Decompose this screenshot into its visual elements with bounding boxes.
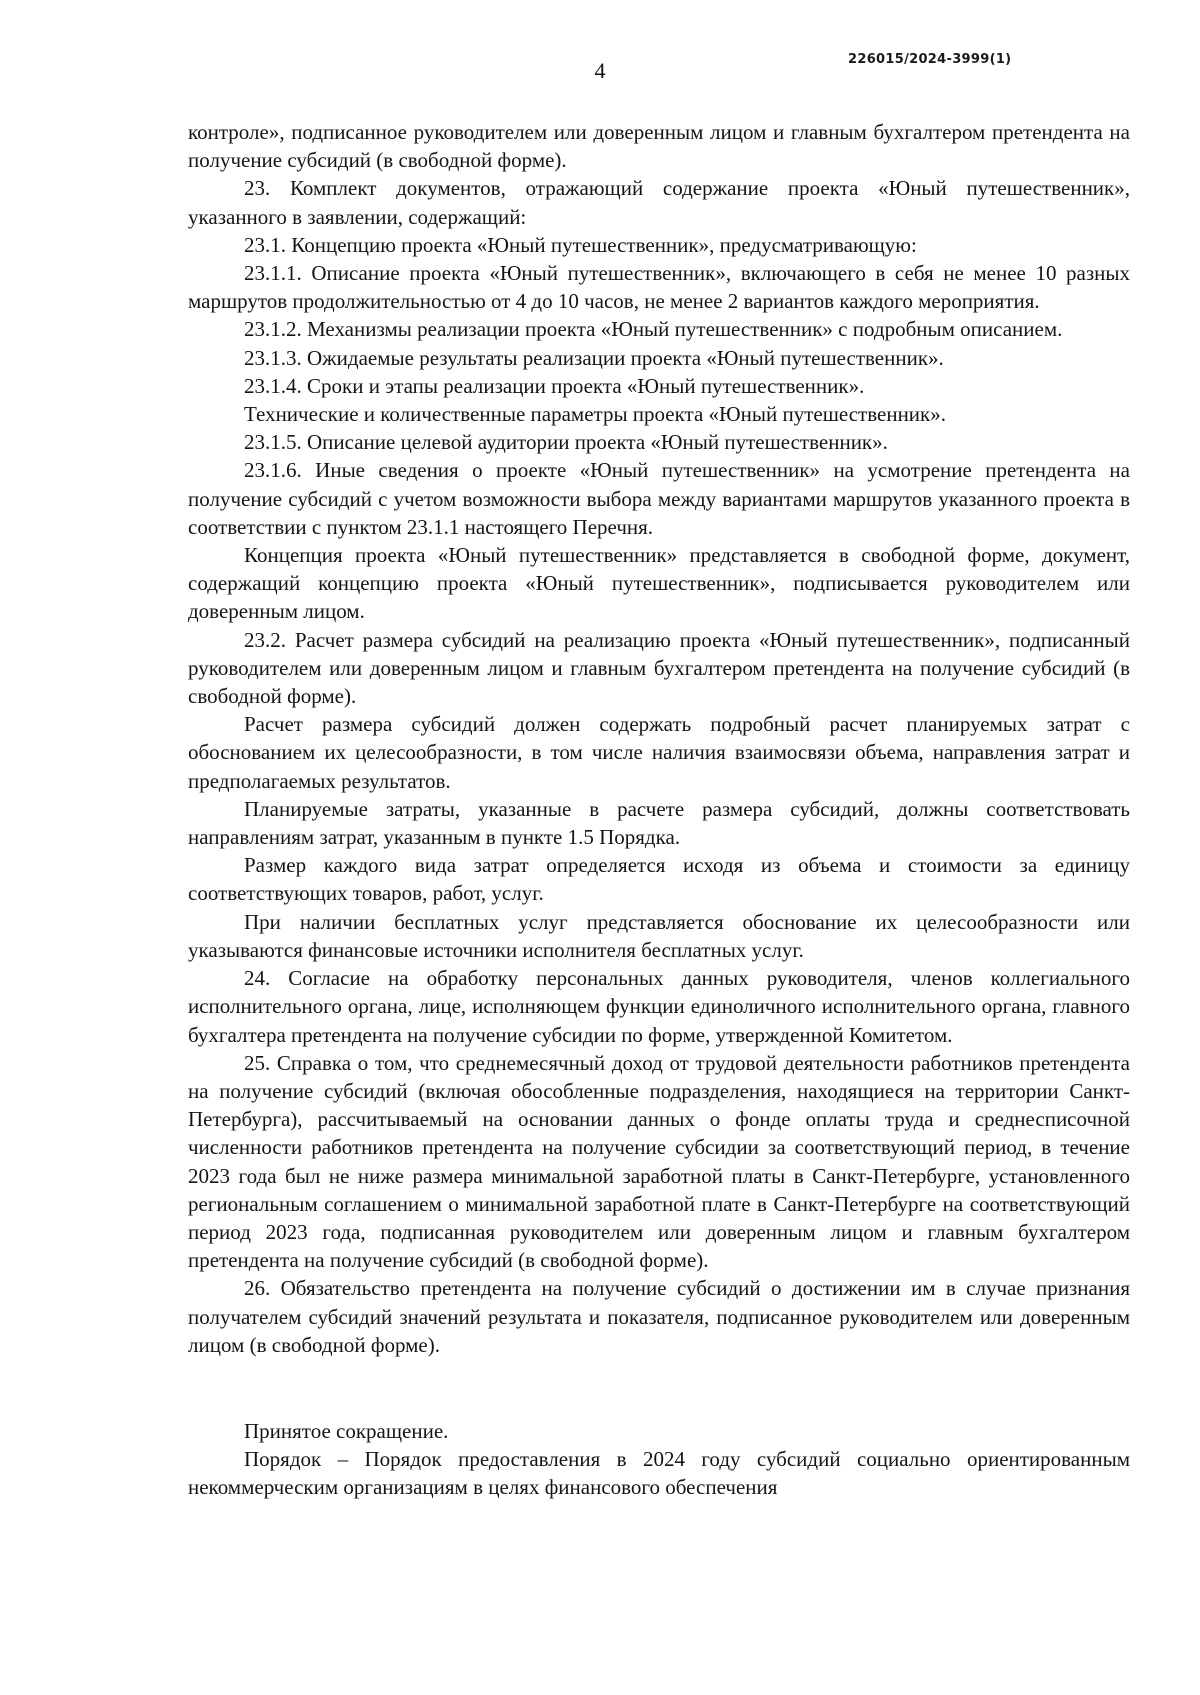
paragraph: Расчет размера субсидий должен содержать подробный расчет планируемых затрат с обоснованием их целесообразности, в том числе наличия взаимосвязи объема, направления затрат и предполагаемых результатов.	[188, 712, 1130, 793]
paragraph: 23. Комплект документов, отражающий содержание проекта «Юный путешественник», указанного в заявлении, содержащий:	[188, 176, 1130, 229]
abbreviations-heading: Принятое сокращение.	[244, 1418, 449, 1443]
paragraph: Технические и количественные параметры проекта «Юный путешественник».	[244, 402, 947, 427]
paragraph: 25. Справка о том, что среднемесячный доход от трудовой деятельности работников претендента на получение субсидий (включая обособленные подразделения, находящиеся на территории Санкт-Петербурга), рассчитываемый на основании данных о фонде оплаты труда и среднесписочной численности работников претендента на получение субсидии за соответствующий период, в течение 2023 года был не ниже размера минимальной заработной платы в Санкт-Петербурге, установленного региональным соглашением о минимальной заработной плате в Санкт-Петербурге на соответствующий период 2023 года, подписанная руководителем или доверенным лицом и главным бухгалтером претендента на получение субсидий (в свободной форме).	[188, 1050, 1130, 1273]
document-body	[188, 118, 1130, 1502]
paragraph: 24. Согласие на обработку персональных данных руководителя, членов коллегиального исполнительного органа, лице, исполняющем функции единоличного исполнительного органа, главного бухгалтера претендента на получение субсидии по форме, утвержденной Комитетом.	[188, 966, 1130, 1047]
paragraph: контроле», подписанное руководителем или доверенным лицом и главным бухгалтером претендента на получение субсидий (в свободной форме).	[188, 120, 1130, 173]
paragraph: 26. Обязательство претендента на получение субсидий о достижении им в случае признания получателем субсидий значений результата и показателя, подписанное руководителем или доверенным лицом (в свободной форме).	[188, 1276, 1130, 1357]
paragraph: 23.2. Расчет размера субсидий на реализацию проекта «Юный путешественник», подписанный руководителем или доверенным лицом и главным бухгалтером претендента на получение субсидий (в свободной форме).	[188, 627, 1130, 709]
paragraph: 23.1.3. Ожидаемые результаты реализации проекта «Юный путешественник».	[244, 345, 944, 370]
paragraph: Размер каждого вида затрат определяется исходя из объема и стоимости за единицу соответствующих товаров, работ, услуг.	[188, 853, 1130, 906]
paragraph: 23.1. Концепцию проекта «Юный путешественник», предусматривающую:	[244, 232, 917, 257]
paragraph: Планируемые затраты, указанные в расчете размера субсидий, должны соответствовать направлениям затрат, указанным в пункте 1.5 Порядка.	[188, 796, 1130, 850]
paragraph: При наличии бесплатных услуг представляется обоснование их целесообразности или указываются финансовые источники исполнителя бесплатных услуг.	[188, 909, 1130, 962]
document-registration-number: 226015/2024-3999(1)	[848, 52, 1012, 67]
paragraph: 23.1.2. Механизмы реализации проекта «Юный путешественник» с подробным описанием.	[244, 317, 1063, 342]
page-number: 4	[594, 58, 606, 83]
section-gap	[188, 1359, 1130, 1417]
paragraph: 23.1.1. Описание проекта «Юный путешественник», включающего в себя не менее 10 разных маршрутов продолжительностью от 4 до 10 часов, не менее 2 вариантов каждого мероприятия.	[188, 261, 1130, 314]
paragraph: Концепция проекта «Юный путешественник» представляется в свободной форме, документ, содержащий концепцию проекта «Юный путешественник», подписывается руководителем или доверенным лицом.	[188, 543, 1130, 624]
paragraph: 23.1.6. Иные сведения о проекте «Юный путешественник» на усмотрение претендента на получение субсидий с учетом возможности выбора между вариантами маршрутов указанного проекта в соответствии с пунктом 23.1.1 настоящего Перечня.	[188, 458, 1130, 539]
paragraph: 23.1.4. Сроки и этапы реализации проекта «Юный путешественник».	[244, 373, 865, 398]
paragraph: 23.1.5. Описание целевой аудитории проекта «Юный путешественник».	[244, 430, 888, 455]
abbreviation-item: Порядок – Порядок предоставления в 2024 году субсидий социально ориентированным некоммерческим организациям в целях финансового обеспечения	[188, 1447, 1130, 1500]
